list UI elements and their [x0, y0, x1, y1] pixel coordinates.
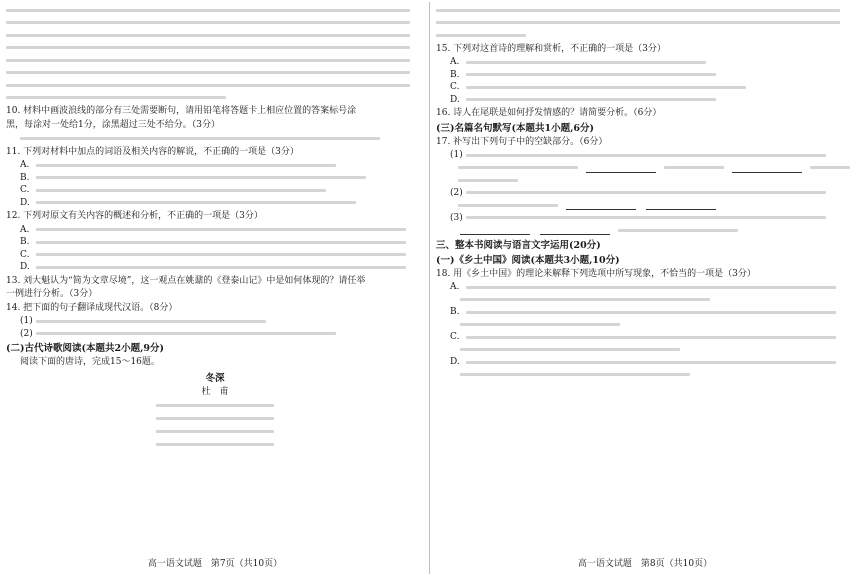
q15-option-d: D.	[436, 94, 854, 107]
poem-annotation	[436, 4, 854, 42]
q12-option-d: D.	[6, 261, 424, 274]
question-10: 10. 材料中画波浪线的部分有三处需要断句，请用铅笔将答题卡上相应位置的答案标号涂	[6, 106, 357, 116]
poem-author: 杜 甫	[201, 386, 229, 397]
part-three-heading: 三、整本书阅读与语言文字运用(20分)	[436, 239, 601, 251]
q17-blank-4[interactable]	[646, 200, 716, 210]
page-divider	[429, 2, 430, 574]
exam-page-8	[436, 4, 854, 570]
q17-blank-1[interactable]	[586, 163, 656, 173]
question-17: 17. 补写出下列句子中的空缺部分。（6分）	[436, 136, 608, 147]
section-dictation-heading: (三)名篇名句默写(本题共1小题,6分)	[436, 122, 595, 134]
q14-sentence-2: (2)	[6, 328, 424, 341]
q12-option-b: B.	[6, 236, 424, 249]
subsection-xiangtu-heading: (一)《乡土中国》阅读(本题共3小题,10分)	[436, 254, 620, 266]
q17-item-1-label: (1)	[450, 150, 463, 161]
page-footer-right: 高一语文试题 第8页（共10页）	[577, 559, 713, 569]
poem-intro: 阅读下面的唐诗，完成15～16题。	[20, 357, 160, 367]
q15-option-b: B.	[436, 69, 854, 82]
passage-text	[6, 4, 424, 104]
q17-item-2	[436, 187, 854, 212]
q11-option-a: A.	[6, 159, 424, 172]
q17-item-1	[436, 149, 854, 187]
q11-option-b: B.	[6, 172, 424, 185]
q17-item-2-label: (2)	[450, 187, 463, 198]
poem-body	[6, 399, 424, 451]
q18-option-b: B.	[436, 306, 854, 319]
q17-blank-6[interactable]	[540, 225, 610, 235]
q12-option-c: C.	[6, 249, 424, 262]
question-11: 11. 下列对材料中加点的词语及相关内容的解说，不正确的一项是（3分）	[6, 146, 299, 157]
q15-option-a: A.	[436, 56, 854, 69]
question-13: 13. 刘大魁认为“简为文章尽境”，这一观点在姚鼐的《登泰山记》中是如何体现的？请任举	[6, 275, 366, 286]
question-16: 16. 诗人在尾联是如何抒发情感的？请简要分析。（6分）	[436, 108, 662, 118]
q11-option-d: D.	[6, 197, 424, 210]
q18-option-d: D.	[436, 356, 854, 369]
q17-item-3	[436, 212, 854, 237]
q15-option-c: C.	[436, 81, 854, 94]
q18-option-a: A.	[436, 281, 854, 294]
question-15: 15. 下列对这首诗的理解和赏析，不正确的一项是（3分）	[436, 43, 666, 54]
question-12: 12. 下列对原文有关内容的概述和分析，不正确的一项是（3分）	[6, 211, 263, 221]
exam-page-7	[6, 4, 424, 570]
q17-item-3-label: (3)	[450, 212, 463, 223]
question-13-cont: 一例进行分析。（3分）	[6, 289, 98, 299]
q14-sentence-1: (1)	[6, 315, 424, 328]
q18-option-c: C.	[436, 331, 854, 344]
q17-blank-5[interactable]	[460, 225, 530, 235]
question-10-cont: 黑，每涂对一处给1分，涂黑超过三处不给分。（3分）	[6, 119, 220, 130]
punctuation-line	[6, 132, 424, 145]
q12-option-a: A.	[6, 224, 424, 237]
question-14: 14. 把下面的句子翻译成现代汉语。（8分）	[6, 302, 178, 313]
q17-blank-2[interactable]	[732, 163, 802, 173]
q17-blank-3[interactable]	[566, 200, 636, 210]
page-footer: 高一语文试题 第7页（共10页）	[147, 559, 283, 569]
question-18: 18. 用《乡土中国》的理论来解释下列选项中所写现象，不恰当的一项是（3分）	[436, 268, 756, 279]
section-poetry-heading: (二)古代诗歌阅读(本题共2小题,9分)	[6, 343, 165, 354]
poem-title: 冬深	[205, 372, 225, 384]
q11-option-c: C.	[6, 184, 424, 197]
